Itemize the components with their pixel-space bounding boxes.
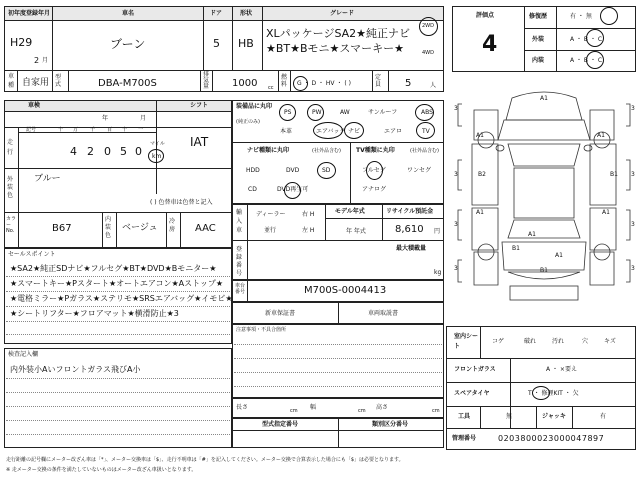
car-name-label: 車名: [122, 10, 135, 17]
exterior-b-circle: [586, 29, 604, 47]
mileage-col-6: 一: [138, 127, 144, 133]
equipment-title: 装備品に丸印: [236, 103, 273, 110]
sd-circle: [317, 162, 336, 179]
capacity-unit: 人: [430, 82, 437, 89]
capacity-label: 定員: [375, 74, 382, 88]
diagram-label-hood: A1: [540, 95, 548, 102]
inspector-frame: [4, 348, 232, 448]
recycle-label: リサイクル預託金: [386, 208, 434, 215]
notes-label: 注意事項・不具合箇所: [236, 327, 287, 333]
recycle-unit: 円: [434, 228, 441, 235]
capacity: 5: [405, 78, 412, 89]
reg-number-label: 登録番号: [236, 246, 243, 277]
interior-options: A ・ B ・ C: [570, 57, 603, 64]
mileage-label: 走行: [7, 139, 14, 156]
mileage-col-1: 十: [58, 127, 64, 133]
bracket-8: 3: [631, 265, 635, 272]
diagram-label-right-front: A1: [597, 132, 605, 139]
max-load-label: 最大積載量: [396, 245, 427, 252]
dvd-play-circle: [284, 182, 301, 199]
mileage-digit-1: 4: [70, 145, 77, 158]
grade-text: XLパッケージSA2★純正ナビ★BT★Bモニ★スマーキー★: [266, 27, 411, 55]
chassis-number: M700S-0004413: [304, 285, 387, 296]
exterior-color: ブルー: [34, 174, 61, 184]
nav-sd: SD: [322, 167, 331, 174]
shape-label: 形状: [240, 10, 253, 17]
repair-options: 有 ・ 無: [570, 13, 592, 20]
width-unit: cm: [358, 408, 366, 414]
diagram-label-right-rear: A1: [602, 209, 610, 216]
color-change-note: ( ) 色替車は色替と記入: [150, 199, 213, 206]
mileage-digit-3: 0: [104, 145, 111, 158]
color-code: B67: [52, 223, 72, 234]
airbag-circle: [313, 122, 343, 139]
seat-dirt: 汚れ: [552, 338, 565, 345]
tv-circle: [416, 122, 435, 139]
km-circle: [148, 149, 164, 163]
windshield-options: A ・ ×要え: [546, 366, 577, 373]
fuel-label: 燃料: [281, 74, 288, 88]
seat-tear: 破れ: [524, 338, 537, 345]
repair-none-circle: [600, 7, 618, 25]
door-label: ドア: [210, 10, 222, 17]
mileage-col-2: 万: [73, 127, 79, 133]
width-label: 幅: [310, 404, 317, 411]
reg-month-unit: 月: [42, 57, 49, 64]
model-code: DBA-M700S: [98, 78, 157, 89]
body-shape: HB: [238, 37, 254, 50]
mgmt-number: 0203800023000047897: [498, 434, 605, 443]
seat-burn: コゲ: [492, 338, 505, 345]
interior-color: ベージュ: [122, 223, 158, 233]
nav-cd: CD: [248, 186, 257, 193]
equip-navi: ナビ: [348, 128, 361, 135]
tv-title: TV種類に丸印: [356, 147, 395, 154]
import-label: 輸入車: [236, 209, 243, 234]
jack-value: 有: [600, 413, 607, 420]
mileage-digit-4: 5: [120, 145, 127, 158]
equip-aero: エアロ: [384, 128, 403, 135]
mileage-digit-5: 0: [135, 145, 142, 158]
drive-4wd: 4WD: [422, 50, 434, 56]
color-code-label: カラーNo.: [6, 216, 17, 234]
selling-line-3: ★電格ミラー★Pガラス★ステリモ★SRSエアバッグ★イモビ★: [10, 294, 233, 303]
repair-label: 修復歴: [529, 13, 548, 20]
damage-diagram: [452, 80, 636, 326]
recycle-amount: 8,610: [395, 224, 424, 235]
interior-seat-label: 室内シート: [454, 333, 479, 350]
score-value: 4: [482, 32, 498, 57]
parallel-label: 並行: [264, 227, 277, 234]
seat-hole: 穴: [582, 338, 589, 345]
steer-left: 左 H: [302, 227, 315, 234]
door-count: 5: [213, 37, 220, 50]
model-year-suffix: 年 年式: [346, 228, 366, 235]
equip-aw: AW: [340, 109, 350, 116]
reg-year-label: 初年度登録年月: [8, 10, 51, 17]
category-label: 種: [8, 82, 15, 89]
jack-label: ジャッキ: [542, 413, 566, 420]
navi-circle: [344, 122, 364, 139]
bracket-7: 3: [454, 265, 458, 272]
height-unit: cm: [432, 408, 440, 414]
tv-note: (社外品含む): [410, 148, 439, 154]
displacement-unit: cc: [268, 85, 274, 91]
bracket-3: 3: [454, 171, 458, 178]
model-year-label: モデル年式: [335, 208, 365, 215]
bracket-5: 3: [454, 221, 458, 228]
equip-abs: ABS: [421, 109, 433, 116]
shift-value: IAT: [190, 135, 209, 149]
nav-dvd-play: DVD再生可: [277, 186, 309, 193]
diagram-label-rear-bumper: A1: [555, 252, 563, 259]
fullseg-circle: [366, 161, 383, 180]
tv-analog: アナログ: [362, 186, 387, 193]
equip-ps: PS: [284, 109, 292, 116]
exterior-color-label: 外装色: [7, 176, 14, 199]
spare-options: T ・ 修理KIT ・ 欠: [528, 390, 579, 397]
exterior-options: A ・ B ・ C: [570, 36, 603, 43]
nav-note: (社外品含む): [312, 148, 341, 154]
length-unit: cm: [290, 408, 298, 414]
ac-label: 冷房: [169, 218, 176, 233]
mileage-unit-mile: マイル: [150, 141, 165, 147]
reg-year: H29: [10, 36, 33, 49]
bracket-4: 3: [631, 171, 635, 178]
manual-label: 車両取説書: [368, 310, 399, 317]
model-label: 型式: [55, 74, 62, 88]
drive-2wd: 2WD: [422, 23, 434, 29]
load-unit: kg: [434, 269, 442, 276]
exterior-grade-label: 外装: [532, 36, 545, 43]
type-cert-label: 型式指定番号: [262, 421, 299, 428]
dealer-label: ディーラー: [256, 211, 286, 218]
equip-leather: 本革: [280, 128, 293, 135]
category-number-label: 類別区分番号: [372, 421, 409, 428]
spare-label: スペアタイヤ: [454, 390, 490, 397]
mileage-col-4: 百: [107, 127, 113, 133]
chassis-label: 車台番号: [235, 283, 246, 295]
interior-color-label: 内装色: [105, 216, 112, 239]
grade-label: グレード: [330, 10, 355, 17]
insp-year-label: 年: [102, 115, 109, 122]
header-bg: [5, 7, 443, 20]
diagram-label-rear-gate: B1: [512, 245, 520, 252]
diagram-label-left-door: B2: [478, 171, 486, 178]
nav-hdd: HDD: [246, 167, 260, 174]
pw-circle: [307, 104, 324, 121]
inspector-note: 内外装小Aいフロントガラス飛びA小: [10, 365, 141, 374]
dimension-frame: [232, 398, 444, 418]
footer-line-2: ※ 走メーター交換の条件を満たしていないものはメーター改ざん車扱いとなります。: [6, 467, 197, 473]
car-label: 車: [8, 73, 15, 80]
interior-b-circle: [586, 51, 604, 69]
tv-oneseg: ワンセグ: [407, 167, 432, 174]
footer-line-1: 走行距離の記号欄にメーター改ざん車は「*」、メーター交換車は「$」、走行不明車は「#」を記入してください。メーター交換で合算表示した場合にも「$」は必要となります。: [6, 457, 404, 463]
reg-month: 2: [34, 56, 40, 65]
nav-dvd: DVD: [286, 167, 300, 174]
shift-label: シフト: [190, 102, 209, 109]
height-label: 高さ: [376, 404, 389, 411]
mileage-digit-2: 2: [87, 145, 94, 158]
ps-circle: [279, 104, 296, 121]
steer-right: 右 H: [302, 211, 315, 218]
insp-month-label: 月: [140, 115, 147, 122]
spare-kit-circle: [532, 386, 550, 400]
length-label: 長さ: [236, 404, 249, 411]
mgmt-label: 管理番号: [452, 435, 477, 442]
selling-line-1: ★SA2★純正SDナビ★フルセグ★BT★DVD★Bモニター★: [10, 264, 217, 273]
new-cert-label: 新車保証書: [265, 310, 296, 317]
selling-line-2: ★スマートキー★Pスタート★オートエアコン★Aストップ★: [10, 279, 224, 288]
displacement: 1000: [232, 78, 258, 89]
mileage-col-3: 千: [90, 127, 96, 133]
selling-line-4: ★シートリフター★フロアマット★横滑防止★3: [10, 309, 179, 318]
nav-title: ナビ種類に丸印: [247, 147, 290, 154]
seat-scratch: キズ: [604, 338, 616, 345]
selling-title: セールスポイント: [8, 251, 56, 258]
bracket-6: 3: [631, 221, 635, 228]
use-type: 自家用: [22, 78, 50, 88]
diagram-label-left-front: A1: [476, 132, 484, 139]
bracket-2: 3: [631, 105, 635, 112]
mileage-col-0: 記号: [26, 127, 37, 133]
diagram-label-bumper: B1: [540, 267, 548, 274]
fuel-g-circle: [293, 76, 308, 91]
equip-pw: PW: [312, 109, 322, 116]
fuel-options: G ・ D ・ HV ・ ( ): [297, 80, 351, 87]
inspector-title: 検査記入欄: [8, 351, 39, 358]
equip-airbag: エアバック: [316, 128, 346, 135]
equip-tv: TV: [422, 128, 430, 135]
tools-value: 無: [506, 413, 513, 420]
interior-grade-label: 内装: [532, 57, 545, 64]
equip-sunroof: サンルーフ: [368, 109, 398, 116]
tools-label: 工具: [458, 413, 471, 420]
car-name: ブーン: [110, 37, 146, 51]
mileage-col-5: 十: [122, 127, 128, 133]
abs-circle: [415, 104, 434, 121]
ac-value: AAC: [195, 223, 216, 234]
vehicle-inspection-label: 車検: [28, 102, 41, 109]
diagram-label-right-door: B1: [610, 171, 618, 178]
score-label: 評価点: [476, 12, 495, 19]
tv-fullseg: フルセグ: [362, 167, 386, 174]
mileage-unit-km: km: [152, 153, 162, 160]
bracket-1: 3: [454, 105, 458, 112]
diagram-label-left-rear: A1: [476, 209, 484, 216]
diagram-label-roof: A1: [528, 231, 536, 238]
equipment-subtitle: (純正のみ): [236, 119, 260, 125]
displacement-label: 排気量: [203, 71, 210, 90]
windshield-label: フロントガラス: [454, 366, 496, 373]
